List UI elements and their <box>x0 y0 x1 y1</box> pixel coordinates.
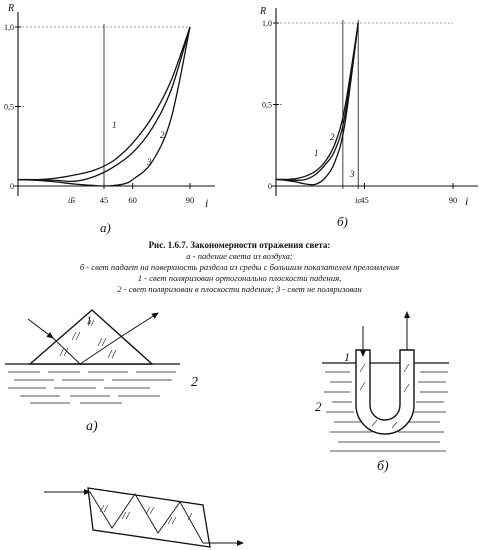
y-tick-label: 1,0 <box>262 19 272 28</box>
chart-a-ylabel: R <box>8 3 15 14</box>
chart-a-xlabel: i <box>205 196 209 210</box>
chart-b-ylabel: R <box>260 6 267 17</box>
figure-caption-2: 2 - свет поляризован в плоскости падения; 3 - свет не поляризован <box>117 284 362 294</box>
x-tick-label: 90 <box>448 195 458 205</box>
y-tick-label: 0,5 <box>4 102 14 112</box>
x-tick-label: 45 <box>99 195 109 205</box>
parallelogram-diagram <box>44 488 243 547</box>
series-label-2: 2 <box>160 130 165 140</box>
chart-b-xlabel: i <box>465 194 469 208</box>
series-label-3: 3 <box>147 157 152 167</box>
series-label-2: 2 <box>330 132 335 142</box>
figure-caption-a: а - падение света из воздуха; <box>186 251 293 261</box>
prism-number-2: 2 <box>191 375 198 390</box>
special-tick-label: iБ <box>67 195 76 205</box>
prism-diagram <box>5 310 198 434</box>
x-tick-label: 60 <box>128 195 137 205</box>
chart-b-panel-label: б) <box>337 214 348 229</box>
chart-a-panel-label: а) <box>100 220 111 235</box>
figure-caption-b: б - свет падает на поверхность раздела из среды с большим показателем преломления <box>79 262 400 272</box>
liquid-hatching-a <box>8 372 176 403</box>
y-tick-label: 1,0 <box>4 23 14 32</box>
y-tick-label: 0,5 <box>262 100 272 110</box>
y-tick-label: 0 <box>10 182 14 191</box>
prism-ray-out <box>122 313 158 336</box>
prism-panel-label: а) <box>86 419 98 434</box>
series-label-3: 3 <box>350 169 355 179</box>
x-tick-label: 45 <box>360 195 369 205</box>
chart-a <box>4 12 215 205</box>
figure-caption-1: 1 - свет поляризован ортогонально плоскости падения, <box>137 273 342 283</box>
utube-number-1: 1 <box>344 350 350 364</box>
utube-diagram <box>315 312 449 474</box>
utube-number-2: 2 <box>315 399 322 414</box>
utube-panel-label: б) <box>377 459 389 474</box>
chart-b <box>262 8 478 205</box>
series-label-1: 1 <box>112 120 117 130</box>
x-tick-label: 90 <box>185 195 195 205</box>
prism-number-1: 1 <box>86 313 92 327</box>
y-tick-label: 0 <box>268 182 272 191</box>
figure-caption-title: Рис. 1.6.7. Закономерности отражения света: <box>148 240 331 250</box>
prism-ray-in <box>28 319 53 338</box>
special-tick-label: iс <box>355 195 362 205</box>
liquid-hatching-b <box>324 372 448 451</box>
series-label-1: 1 <box>314 148 319 158</box>
